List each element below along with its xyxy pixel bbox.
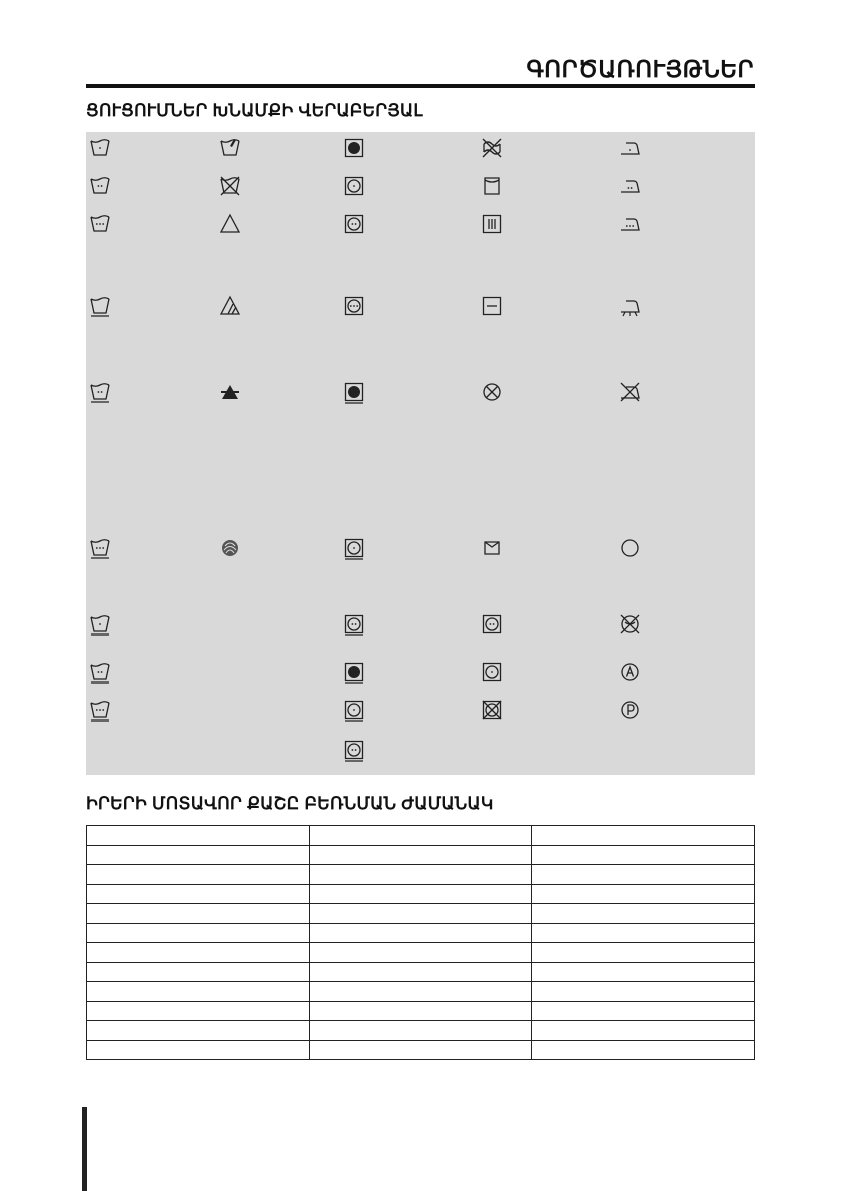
dry-clean-icon	[618, 536, 642, 560]
table-cell	[87, 1021, 310, 1041]
dry-clean-a-icon	[618, 660, 642, 684]
table-cell	[87, 865, 310, 885]
dry-line-icon	[480, 174, 504, 198]
table-row	[87, 904, 755, 924]
table-cell	[87, 1040, 310, 1060]
table-row	[87, 865, 755, 885]
table-cell	[309, 962, 532, 982]
tumble-dry-dot-icon	[480, 660, 504, 684]
iron-2-dot-icon	[618, 174, 642, 198]
table-cell	[532, 1021, 755, 1041]
tumble-dry-delicate-icon	[342, 660, 366, 684]
page-edge-bar	[82, 1107, 87, 1191]
table-row	[87, 962, 755, 982]
table-cell	[532, 904, 755, 924]
table-cell	[532, 1040, 755, 1060]
care-section-title: ՑՈՒՑՈՒՄՆԵՐ ԽՆԱՄՔԻ ՎԵՐԱԲԵՐՅԱԼ	[86, 101, 423, 120]
tumble-dry-gentle-low-icon	[342, 698, 366, 722]
wash-50-icon	[88, 212, 112, 236]
table-cell	[87, 826, 310, 846]
tumble-dry-gentle-icon	[342, 612, 366, 636]
table-cell	[532, 962, 755, 982]
table-row	[87, 923, 755, 943]
table-row	[87, 943, 755, 963]
weights-table	[86, 825, 755, 1060]
table-row	[87, 1001, 755, 1021]
table-cell	[309, 943, 532, 963]
wash-70-icon	[88, 380, 112, 404]
dry-flat-icon	[480, 294, 504, 318]
drip-dry-icon	[480, 212, 504, 236]
no-steam-icon	[618, 612, 642, 636]
wash-gentle-40-icon	[88, 660, 112, 684]
tumble-dry-medium-icon	[342, 212, 366, 236]
table-cell	[532, 923, 755, 943]
weights-section-title: ԻՐԵՐԻ ՄՈՏԱՎՈՐ ՔԱՇԸ ԲԵՌՆՄԱՆ ԺԱՄԱՆԱԿ	[86, 794, 494, 813]
table-cell	[532, 865, 755, 885]
table-cell	[87, 1001, 310, 1021]
table-cell	[87, 923, 310, 943]
table-cell	[532, 826, 755, 846]
wash-60-icon	[88, 294, 112, 318]
wool-icon	[218, 536, 242, 560]
dry-shade-icon	[480, 536, 504, 560]
table-row	[87, 845, 755, 865]
table-cell	[87, 943, 310, 963]
care-symbols-panel	[86, 132, 755, 775]
wash-95-icon	[88, 536, 112, 560]
bleach-triangle-icon	[218, 212, 242, 236]
table-cell	[532, 943, 755, 963]
table-cell	[309, 1001, 532, 1021]
table-cell	[87, 962, 310, 982]
table-cell	[309, 1021, 532, 1041]
table-cell	[87, 845, 310, 865]
table-row	[87, 1021, 755, 1041]
table-cell	[532, 1001, 755, 1021]
iron-3-dot-icon	[618, 212, 642, 236]
table-row	[87, 826, 755, 846]
wash-40-icon	[88, 174, 112, 198]
natural-dry-icon	[480, 612, 504, 636]
no-wring-icon	[480, 136, 504, 160]
header-rule	[86, 84, 755, 88]
no-bleach-icon	[218, 380, 242, 404]
iron-steam-icon	[618, 294, 642, 318]
table-cell	[532, 982, 755, 1002]
tumble-dry-gentle-medium-icon	[342, 738, 366, 762]
no-dry-clean-icon	[480, 380, 504, 404]
table-cell	[309, 904, 532, 924]
wash-gentle-30-icon	[88, 612, 112, 636]
header-title: ԳՈՐԾԱՌՈՒՅԹՆԵՐ	[526, 56, 754, 82]
table-row	[87, 1040, 755, 1060]
table-cell	[532, 845, 755, 865]
tumble-dry-low-icon	[342, 174, 366, 198]
iron-1-dot-icon	[618, 136, 642, 160]
table-cell	[309, 1040, 532, 1060]
table-cell	[309, 845, 532, 865]
table-cell	[87, 982, 310, 1002]
tumble-dry-perm-press-icon	[342, 536, 366, 560]
wash-hand-icon	[218, 136, 242, 160]
no-wash-icon	[218, 174, 242, 198]
table-cell	[309, 923, 532, 943]
table-row	[87, 884, 755, 904]
table-cell	[309, 826, 532, 846]
table-cell	[87, 884, 310, 904]
wash-30-icon	[88, 136, 112, 160]
table-cell	[87, 904, 310, 924]
dryer-dot-filled-icon	[342, 136, 366, 160]
tumble-dry-no-heat-icon	[342, 380, 366, 404]
table-cell	[309, 865, 532, 885]
wash-gentle-50-icon	[88, 698, 112, 722]
table-row	[87, 982, 755, 1002]
dry-clean-p-icon	[618, 698, 642, 722]
no-tumble-dry-icon	[480, 698, 504, 722]
bleach-non-chlorine-icon	[218, 294, 242, 318]
table-cell	[309, 884, 532, 904]
table-cell	[532, 884, 755, 904]
tumble-dry-high-icon	[342, 294, 366, 318]
table-cell	[309, 982, 532, 1002]
no-iron-icon	[618, 380, 642, 404]
